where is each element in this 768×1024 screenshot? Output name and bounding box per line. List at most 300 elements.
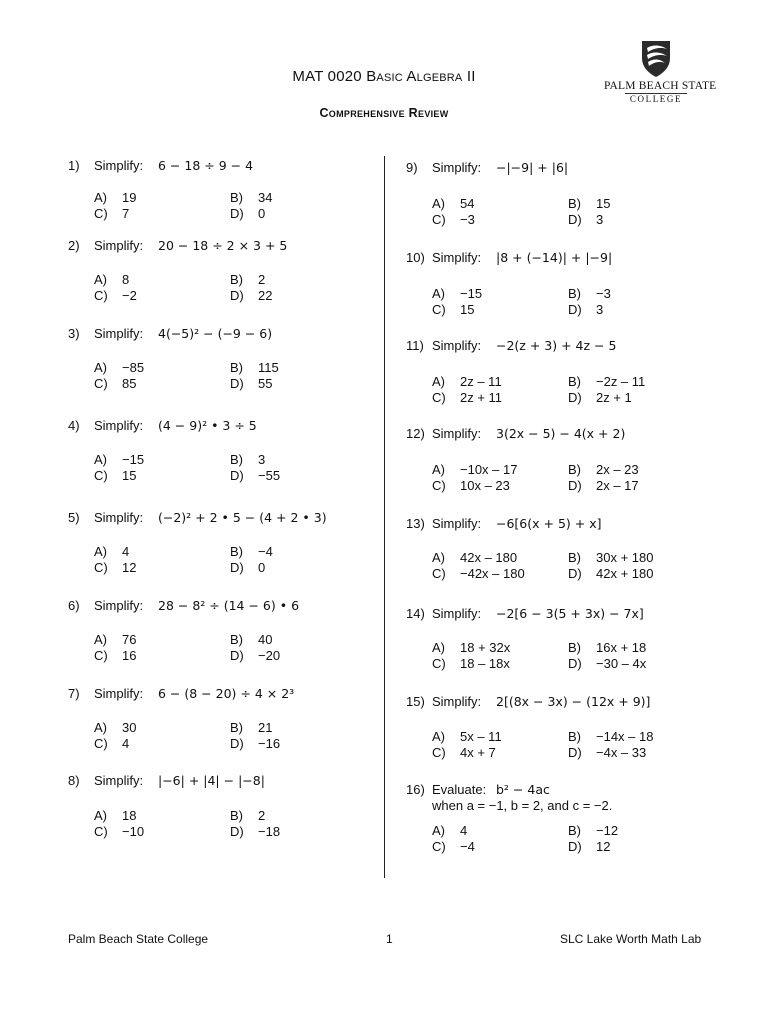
choice-value: −4 <box>258 544 273 559</box>
answer-row <box>406 823 706 839</box>
answer-choice <box>230 824 280 840</box>
problem-number: 2) <box>68 238 80 253</box>
answer-choice <box>432 729 502 745</box>
choice-value: 4 <box>460 823 468 838</box>
answer-choices <box>68 272 368 304</box>
choice-letter: C) <box>94 468 108 483</box>
answer-row <box>68 736 368 752</box>
answer-choice <box>94 808 136 824</box>
problem-instruction: Simplify: <box>94 238 144 253</box>
choice-value: 40 <box>258 632 273 647</box>
choice-letter: C) <box>432 566 446 581</box>
answer-choice <box>94 452 144 468</box>
choice-letter: D) <box>568 478 582 493</box>
answer-choice <box>94 272 129 288</box>
problem-question <box>68 508 368 528</box>
answer-choice <box>432 212 475 228</box>
answer-choices <box>68 720 368 752</box>
choice-value: −85 <box>122 360 145 375</box>
choice-value: 0 <box>258 206 266 221</box>
answer-row <box>68 190 368 206</box>
choice-letter: B) <box>568 196 581 211</box>
answer-choice <box>432 196 474 212</box>
college-logo <box>604 38 717 104</box>
choice-letter: B) <box>568 640 581 655</box>
answer-choice <box>568 566 653 582</box>
answer-choice <box>568 462 639 478</box>
answer-choice <box>230 376 272 392</box>
problem-question <box>68 596 368 616</box>
footer-right: SLC Lake Worth Math Lab <box>560 932 702 946</box>
choice-letter: D) <box>568 390 582 405</box>
answer-choice <box>94 376 136 392</box>
problem-instruction: Simplify: <box>94 510 144 525</box>
problem-expression: |−6| + |4| − |−8| <box>158 773 265 788</box>
answer-choice <box>94 206 129 222</box>
logo-text-line1: PALM BEACH STATE <box>604 80 717 92</box>
choice-value: 4 <box>122 544 130 559</box>
problem-number: 16) <box>406 782 425 797</box>
problem-3 <box>68 324 368 391</box>
answer-choice <box>230 648 280 664</box>
answer-choices <box>406 196 706 228</box>
choice-value: −16 <box>258 736 281 751</box>
footer-left: Palm Beach State College <box>68 932 209 946</box>
answer-row <box>406 374 706 390</box>
answer-row <box>68 544 368 560</box>
answer-choices <box>406 823 706 855</box>
answer-choice <box>568 302 603 318</box>
problem-number: 5) <box>68 510 80 525</box>
answer-choices <box>406 550 706 582</box>
answer-choices <box>406 286 706 318</box>
choice-value: −15 <box>122 452 145 467</box>
choice-letter: C) <box>94 824 108 839</box>
problem-15 <box>406 692 706 760</box>
problem-expression: b² − 4ac <box>496 782 550 797</box>
problem-number: 10) <box>406 250 425 265</box>
choice-value: −10x – 17 <box>460 462 518 477</box>
problem-number: 6) <box>68 598 80 613</box>
answer-choice <box>94 468 136 484</box>
answer-choice <box>230 190 272 206</box>
choice-value: 42x – 180 <box>460 550 518 565</box>
choice-value: 2z + 11 <box>460 390 503 405</box>
problem-question <box>406 336 706 356</box>
answer-choice <box>432 823 467 839</box>
problem-question <box>68 684 368 704</box>
answer-choices <box>68 808 368 840</box>
choice-value: −18 <box>258 824 281 839</box>
choice-letter: C) <box>94 206 108 221</box>
answer-choice <box>94 720 136 736</box>
problem-number: 12) <box>406 426 425 441</box>
shield-icon <box>639 38 673 78</box>
choice-value: 4 <box>122 736 130 751</box>
choice-letter: B) <box>230 544 243 559</box>
choice-letter: C) <box>94 736 108 751</box>
choice-letter: B) <box>568 550 581 565</box>
choice-letter: B) <box>230 190 243 205</box>
choice-value: 76 <box>122 632 137 647</box>
answer-row <box>68 824 368 840</box>
choice-value: 3 <box>258 452 266 467</box>
answer-row <box>68 648 368 664</box>
answer-choice <box>94 736 129 752</box>
problem-9 <box>406 158 706 227</box>
choice-value: 2 <box>258 808 266 823</box>
choice-value: 12 <box>122 560 137 575</box>
problem-question <box>68 416 368 436</box>
answer-choice <box>94 544 129 560</box>
choice-letter: C) <box>432 390 446 405</box>
choice-value: 115 <box>258 360 279 375</box>
problem-expression: 3(2x − 5) − 4(x + 2) <box>496 426 626 441</box>
choice-letter: B) <box>568 729 581 744</box>
choice-letter: A) <box>94 808 107 823</box>
choice-letter: B) <box>230 452 243 467</box>
answer-row <box>406 640 706 656</box>
choice-value: 15 <box>596 196 611 211</box>
answer-choices <box>68 452 368 484</box>
answer-choice <box>432 286 482 302</box>
answer-row <box>68 206 368 222</box>
answer-choices <box>68 544 368 576</box>
answer-choice <box>230 720 272 736</box>
problem-instruction: Simplify: <box>432 516 482 531</box>
problem-expression: 4(−5)² − (−9 − 6) <box>158 326 273 341</box>
answer-choices <box>68 190 368 222</box>
answer-row <box>406 302 706 318</box>
choice-letter: A) <box>94 544 107 559</box>
problem-7 <box>68 684 368 751</box>
choice-value: 15 <box>460 302 475 317</box>
answer-row <box>68 808 368 824</box>
choice-value: 16x + 18 <box>596 640 647 655</box>
answer-row <box>68 468 368 484</box>
choice-value: 85 <box>122 376 137 391</box>
choice-value: 3 <box>596 302 604 317</box>
answer-choices <box>406 729 706 761</box>
answer-row <box>406 478 706 494</box>
answer-row <box>406 839 706 855</box>
choice-value: 18 <box>122 808 137 823</box>
choice-value: −3 <box>460 212 475 227</box>
answer-row <box>68 560 368 576</box>
problem-expression: −6[6(x + 5) + x] <box>496 516 602 531</box>
problem-question <box>68 324 368 344</box>
choice-letter: C) <box>432 839 446 854</box>
problem-instruction: Simplify: <box>94 326 144 341</box>
choice-letter: D) <box>230 560 244 575</box>
choice-value: 2 <box>258 272 266 287</box>
answer-row <box>68 720 368 736</box>
choice-value: 42x + 180 <box>596 566 654 581</box>
answer-choice <box>230 468 280 484</box>
answer-choice <box>94 648 136 664</box>
logo-text-line2: COLLEGE <box>629 94 683 104</box>
answer-choice <box>94 824 144 840</box>
choice-letter: A) <box>94 632 107 647</box>
answer-choice <box>568 656 646 672</box>
answer-row <box>406 566 706 582</box>
choice-letter: A) <box>432 196 445 211</box>
problem-expression: 2[(8x − 3x) − (12x + 9)] <box>496 694 651 709</box>
problem-expression: |8 + (−14)| + |−9| <box>496 250 613 265</box>
choice-value: 34 <box>258 190 273 205</box>
answer-choice <box>230 632 272 648</box>
choice-value: 21 <box>258 720 273 735</box>
answer-choice <box>230 272 265 288</box>
answer-choice <box>568 729 653 745</box>
choice-value: −30 – 4x <box>596 656 647 671</box>
answer-choice <box>230 808 265 824</box>
choice-value: 3 <box>596 212 604 227</box>
problem-12 <box>406 424 706 493</box>
problem-4 <box>68 416 368 483</box>
answer-choice <box>568 839 610 855</box>
problem-number: 3) <box>68 326 80 341</box>
answer-row <box>406 656 706 672</box>
problem-10 <box>406 248 706 317</box>
choice-value: 8 <box>122 272 130 287</box>
answer-choice <box>94 560 136 576</box>
answer-choice <box>94 360 144 376</box>
choice-letter: C) <box>432 478 446 493</box>
choice-value: 54 <box>460 196 475 211</box>
choice-value: 18 + 32x <box>460 640 511 655</box>
answer-choice <box>432 550 517 566</box>
answer-row <box>406 462 706 478</box>
problem-13 <box>406 514 706 581</box>
answer-row <box>406 212 706 228</box>
answer-choice <box>230 360 279 376</box>
answer-choice <box>94 190 136 206</box>
choice-letter: B) <box>568 462 581 477</box>
problem-expression: −2[6 − 3(5 + 3x) − 7x] <box>496 606 644 621</box>
problem-8 <box>68 771 368 839</box>
choice-value: 2x – 23 <box>596 462 639 477</box>
choice-letter: D) <box>230 468 244 483</box>
answer-choice <box>94 288 137 304</box>
column-divider <box>384 156 385 878</box>
choice-letter: A) <box>432 462 445 477</box>
choice-letter: B) <box>230 360 243 375</box>
choice-letter: B) <box>568 286 581 301</box>
answer-choice <box>568 196 610 212</box>
answer-row <box>406 196 706 212</box>
choice-value: 30x + 180 <box>596 550 654 565</box>
choice-value: 19 <box>122 190 137 205</box>
choice-letter: C) <box>432 302 446 317</box>
answer-choice <box>568 286 611 302</box>
answer-choice <box>568 390 632 406</box>
problem-condition: when a = −1, b = 2, and c = −2. <box>432 798 613 813</box>
problem-1 <box>68 156 368 221</box>
problem-instruction: Simplify: <box>432 160 482 175</box>
choice-letter: A) <box>432 550 445 565</box>
choice-value: −4x – 33 <box>596 745 647 760</box>
answer-choice <box>230 288 272 304</box>
problem-14 <box>406 604 706 671</box>
answer-choice <box>568 212 603 228</box>
choice-value: 55 <box>258 376 273 391</box>
choice-value: −42x – 180 <box>460 566 525 581</box>
answer-choice <box>432 640 510 656</box>
choice-value: 2z + 1 <box>596 390 632 405</box>
problem-number: 14) <box>406 606 425 621</box>
problem-number: 9) <box>406 160 418 175</box>
choice-letter: D) <box>230 288 244 303</box>
choice-letter: B) <box>230 808 243 823</box>
problem-6 <box>68 596 368 663</box>
choice-letter: D) <box>230 824 244 839</box>
answer-choices <box>68 360 368 392</box>
page-title: MAT 0020 Basic Algebra II <box>292 68 476 85</box>
choice-value: −3 <box>596 286 611 301</box>
answer-choice <box>432 478 510 494</box>
answer-row <box>68 288 368 304</box>
problem-instruction: Simplify: <box>432 426 482 441</box>
choice-letter: D) <box>568 656 582 671</box>
page-number: 1 <box>386 932 393 946</box>
problem-question <box>68 771 368 791</box>
choice-value: −15 <box>460 286 483 301</box>
choice-value: 10x – 23 <box>460 478 510 493</box>
choice-letter: A) <box>94 190 107 205</box>
answer-choice <box>432 656 510 672</box>
problem-question <box>406 248 706 268</box>
choice-letter: C) <box>432 656 446 671</box>
problem-number: 8) <box>68 773 80 788</box>
answer-row <box>406 550 706 566</box>
problem-16 <box>406 780 706 854</box>
choice-letter: D) <box>568 745 582 760</box>
problem-instruction: Simplify: <box>94 773 144 788</box>
problem-question <box>406 424 706 444</box>
choice-letter: B) <box>568 823 581 838</box>
answer-choice <box>432 302 474 318</box>
choice-letter: D) <box>230 736 244 751</box>
choice-value: 2x – 17 <box>596 478 639 493</box>
choice-letter: A) <box>432 374 445 389</box>
choice-letter: A) <box>432 823 445 838</box>
choice-letter: C) <box>432 212 446 227</box>
choice-letter: D) <box>230 648 244 663</box>
answer-choice <box>94 632 136 648</box>
choice-value: −12 <box>596 823 619 838</box>
problem-question <box>68 236 368 256</box>
choice-value: 4x + 7 <box>460 745 496 760</box>
problem-expression: (−2)² + 2 • 5 − (4 + 2 • 3) <box>158 510 327 525</box>
problem-expression: 28 − 8² ÷ (14 − 6) • 6 <box>158 598 300 613</box>
answer-choice <box>568 374 645 390</box>
answer-row <box>406 729 706 745</box>
problem-number: 15) <box>406 694 425 709</box>
answer-choice <box>568 550 653 566</box>
problem-number: 1) <box>68 158 80 173</box>
problem-instruction: Evaluate: <box>432 782 487 797</box>
problem-expression: −|−9| + |6| <box>496 160 569 175</box>
answer-choice <box>568 745 646 761</box>
answer-row <box>406 390 706 406</box>
choice-letter: D) <box>568 566 582 581</box>
problem-instruction: Simplify: <box>94 418 144 433</box>
problem-question <box>406 604 706 624</box>
choice-letter: C) <box>94 648 108 663</box>
choice-letter: C) <box>94 376 108 391</box>
choice-value: 15 <box>122 468 137 483</box>
choice-letter: B) <box>568 374 581 389</box>
choice-letter: A) <box>94 272 107 287</box>
problem-number: 13) <box>406 516 425 531</box>
choice-letter: B) <box>230 720 243 735</box>
answer-choice <box>568 478 639 494</box>
answer-row <box>68 632 368 648</box>
choice-letter: C) <box>94 560 108 575</box>
page-subtitle: Comprehensive Review <box>319 106 449 120</box>
answer-choices <box>406 640 706 672</box>
choice-letter: D) <box>568 302 582 317</box>
choice-value: 22 <box>258 288 273 303</box>
choice-letter: A) <box>432 729 445 744</box>
problem-expression: (4 − 9)² • 3 ÷ 5 <box>158 418 257 433</box>
choice-value: 0 <box>258 560 266 575</box>
choice-letter: A) <box>432 286 445 301</box>
problem-number: 4) <box>68 418 80 433</box>
problem-11 <box>406 336 706 405</box>
answer-choices <box>68 632 368 664</box>
choice-letter: D) <box>230 206 244 221</box>
answer-choices <box>406 462 706 494</box>
answer-choices <box>406 374 706 406</box>
choice-value: 12 <box>596 839 611 854</box>
choice-value: −14x – 18 <box>596 729 654 744</box>
choice-value: 2z – 11 <box>460 374 502 389</box>
answer-choice <box>432 745 496 761</box>
answer-choice <box>230 206 265 222</box>
choice-letter: D) <box>568 212 582 227</box>
choice-letter: A) <box>94 360 107 375</box>
answer-choice <box>432 462 517 478</box>
answer-choice <box>432 390 502 406</box>
choice-value: 7 <box>122 206 130 221</box>
problem-instruction: Simplify: <box>432 250 482 265</box>
answer-row <box>68 376 368 392</box>
problem-2 <box>68 236 368 303</box>
answer-row <box>68 360 368 376</box>
choice-value: 5x – 11 <box>460 729 502 744</box>
choice-value: 16 <box>122 648 137 663</box>
answer-choice <box>432 839 475 855</box>
choice-value: −2z – 11 <box>596 374 646 389</box>
answer-row <box>406 745 706 761</box>
choice-value: −10 <box>122 824 145 839</box>
choice-value: 30 <box>122 720 137 735</box>
problem-instruction: Simplify: <box>432 694 482 709</box>
answer-choice <box>230 452 265 468</box>
answer-choice <box>230 736 280 752</box>
answer-choice <box>568 640 646 656</box>
problem-question <box>406 692 706 712</box>
problem-5 <box>68 508 368 575</box>
choice-letter: A) <box>94 720 107 735</box>
choice-letter: C) <box>94 288 108 303</box>
choice-letter: D) <box>230 376 244 391</box>
choice-value: −55 <box>258 468 281 483</box>
answer-choice <box>432 374 502 390</box>
problem-expression: 6 − 18 ÷ 9 − 4 <box>158 158 254 173</box>
